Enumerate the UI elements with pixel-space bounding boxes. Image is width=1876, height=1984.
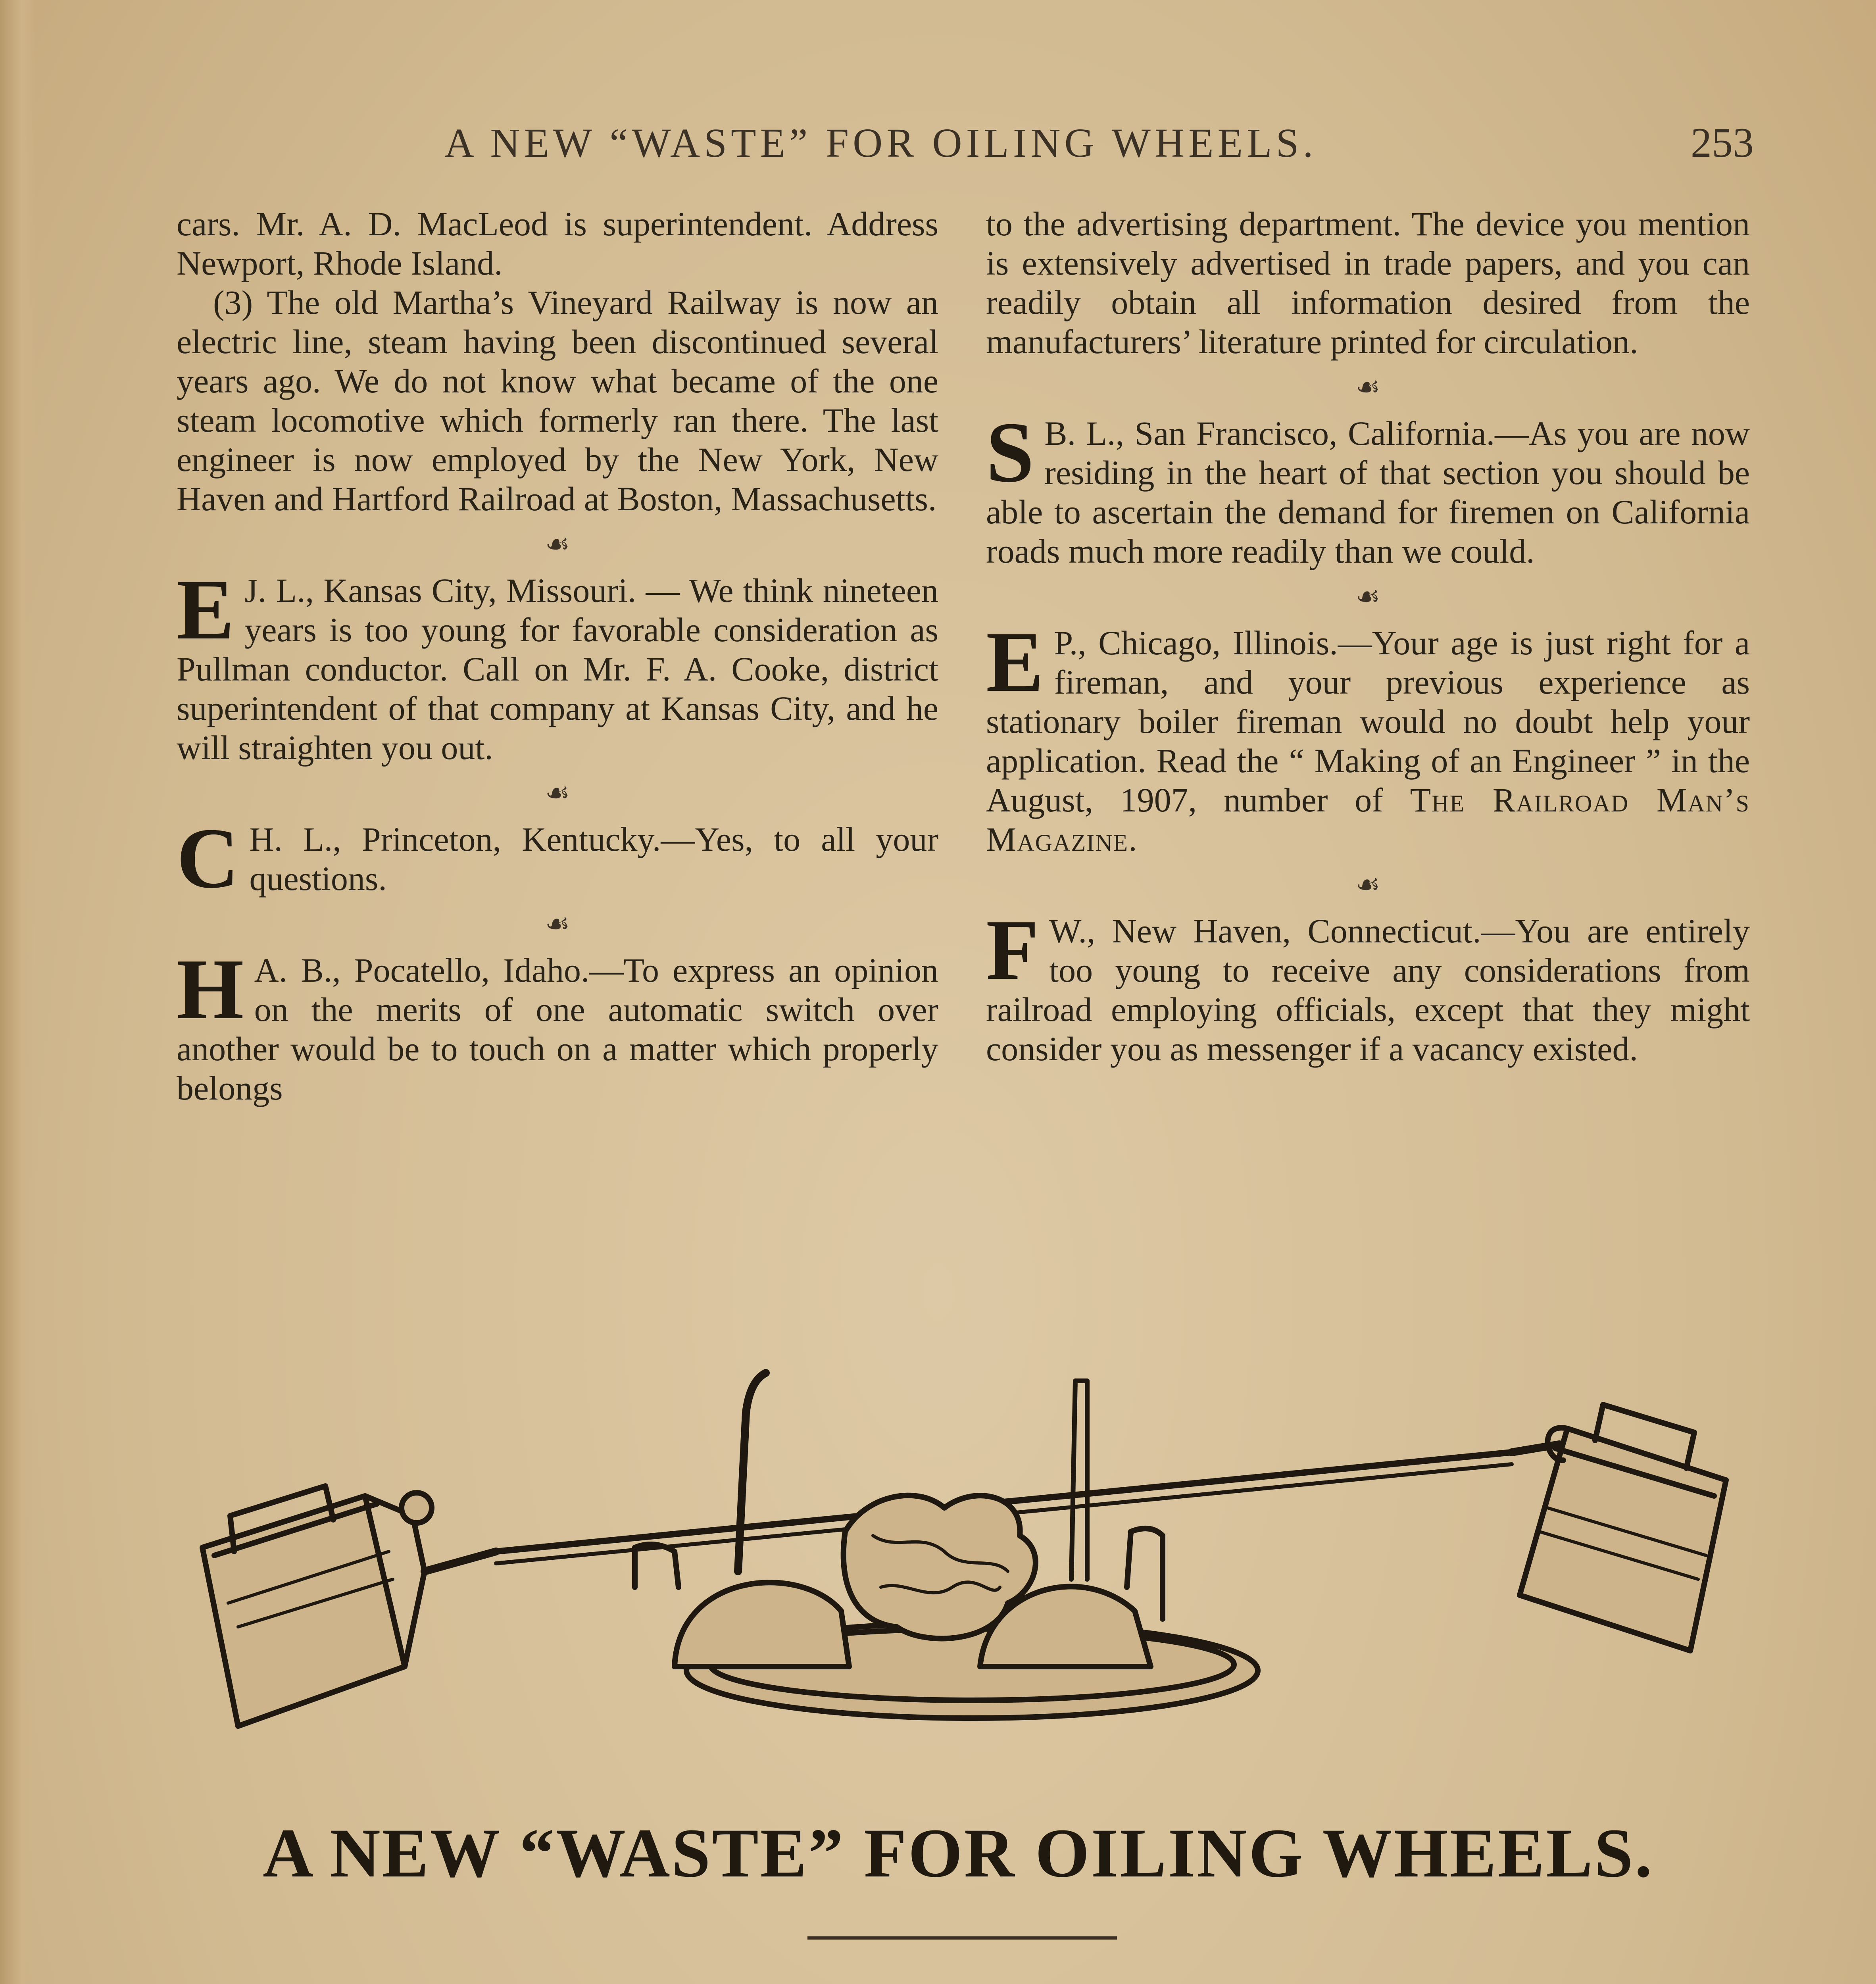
qa-entry bbox=[986, 405, 1750, 571]
article-subtitle bbox=[159, 1982, 1758, 1984]
magazine-title: The Railroad Man’s Magazine bbox=[986, 781, 1750, 858]
ornament-icon: ☙ bbox=[545, 909, 570, 940]
left-column bbox=[177, 204, 938, 1108]
qa-text: W., New Haven, Connecticut.—You are entirely too young to receive any considerations from railroad employing officials, except that they might consider you as messenger if a vacancy existed. bbox=[986, 912, 1750, 1068]
right-column bbox=[986, 204, 1750, 1069]
left-oil-can-icon bbox=[202, 1486, 496, 1726]
dome-oil-can-icon bbox=[675, 1582, 849, 1667]
drop-cap: H bbox=[177, 942, 244, 1037]
drop-cap: S bbox=[986, 405, 1034, 500]
qa-entry bbox=[177, 942, 938, 1108]
qa-text-end: . bbox=[1128, 820, 1137, 858]
ornament-icon: ☙ bbox=[545, 529, 570, 560]
oil-cans-illustration bbox=[190, 1365, 1730, 1742]
page-number: 253 bbox=[1691, 119, 1754, 166]
right-para-1: to the advertising department. The device you mention is extensively advertised in trade papers, and you can readily obtain all information desired from the manufacturers’ literature printed for circulation. bbox=[986, 205, 1750, 361]
left-para-2: (3) The old Martha’s Vineyard Railway is now an electric line, steam having been discontinued several years ago. We do not know what became of the one steam locomotive which formerly ran there. The last engineer is now employed by the New York, New Haven and Hartford Railroad at Boston, Massachusetts. bbox=[177, 283, 938, 518]
drop-cap: F bbox=[986, 902, 1039, 998]
qa-text: A. B., Pocatello, Idaho.—To express an opinion on the merits of one automatic switch over another would be to touch on a matter which properly belongs bbox=[177, 951, 938, 1107]
qa-entry bbox=[177, 811, 938, 906]
qa-text: P., Chicago, Illinois.—Your age is just right for a fireman, and your previous experience as stationary boiler fireman would no doubt help your application. Read the “ Making of an Engineer ” in the August, 1907, number of bbox=[986, 624, 1750, 819]
ornament-icon: ☙ bbox=[1355, 582, 1380, 612]
drop-cap: E bbox=[986, 614, 1044, 710]
page-margin-edge bbox=[0, 0, 36, 1984]
qa-text: B. L., San Francisco, California.—As you are now residing in the heart of that section you should be able to ascertain the demand for firemen on California roads much more readily than we could. bbox=[986, 414, 1750, 570]
qa-entry bbox=[986, 902, 1750, 1069]
ornament-icon: ☙ bbox=[545, 778, 570, 809]
left-para-1: cars. Mr. A. D. MacLeod is superintendent. Address Newport, Rhode Island. bbox=[177, 205, 938, 282]
running-title: A NEW “WASTE” FOR OILING WHEELS. bbox=[444, 120, 1317, 166]
drop-cap: E bbox=[177, 562, 234, 657]
title-rule bbox=[807, 1936, 1117, 1940]
ornament-icon: ☙ bbox=[1355, 372, 1380, 403]
drop-cap: C bbox=[177, 811, 239, 906]
page-header bbox=[444, 113, 1754, 173]
qa-entry bbox=[177, 562, 938, 767]
qa-entry bbox=[986, 614, 1750, 859]
ornament-icon: ☙ bbox=[1355, 870, 1380, 900]
article-title: A NEW “WASTE” FOR OILING WHEELS. bbox=[263, 1815, 1654, 1892]
qa-text: J. L., Kansas City, Missouri. — We think nineteen years is too young for favorable consideration as Pullman conductor. Call on Mr. F. A. Cooke, district superintendent of that company at Kansas City, and he will straighten you out. bbox=[177, 571, 938, 767]
right-oil-can-icon bbox=[1512, 1405, 1726, 1651]
qa-text: H. L., Princeton, Kentucky.—Yes, to all your questions. bbox=[249, 820, 938, 898]
